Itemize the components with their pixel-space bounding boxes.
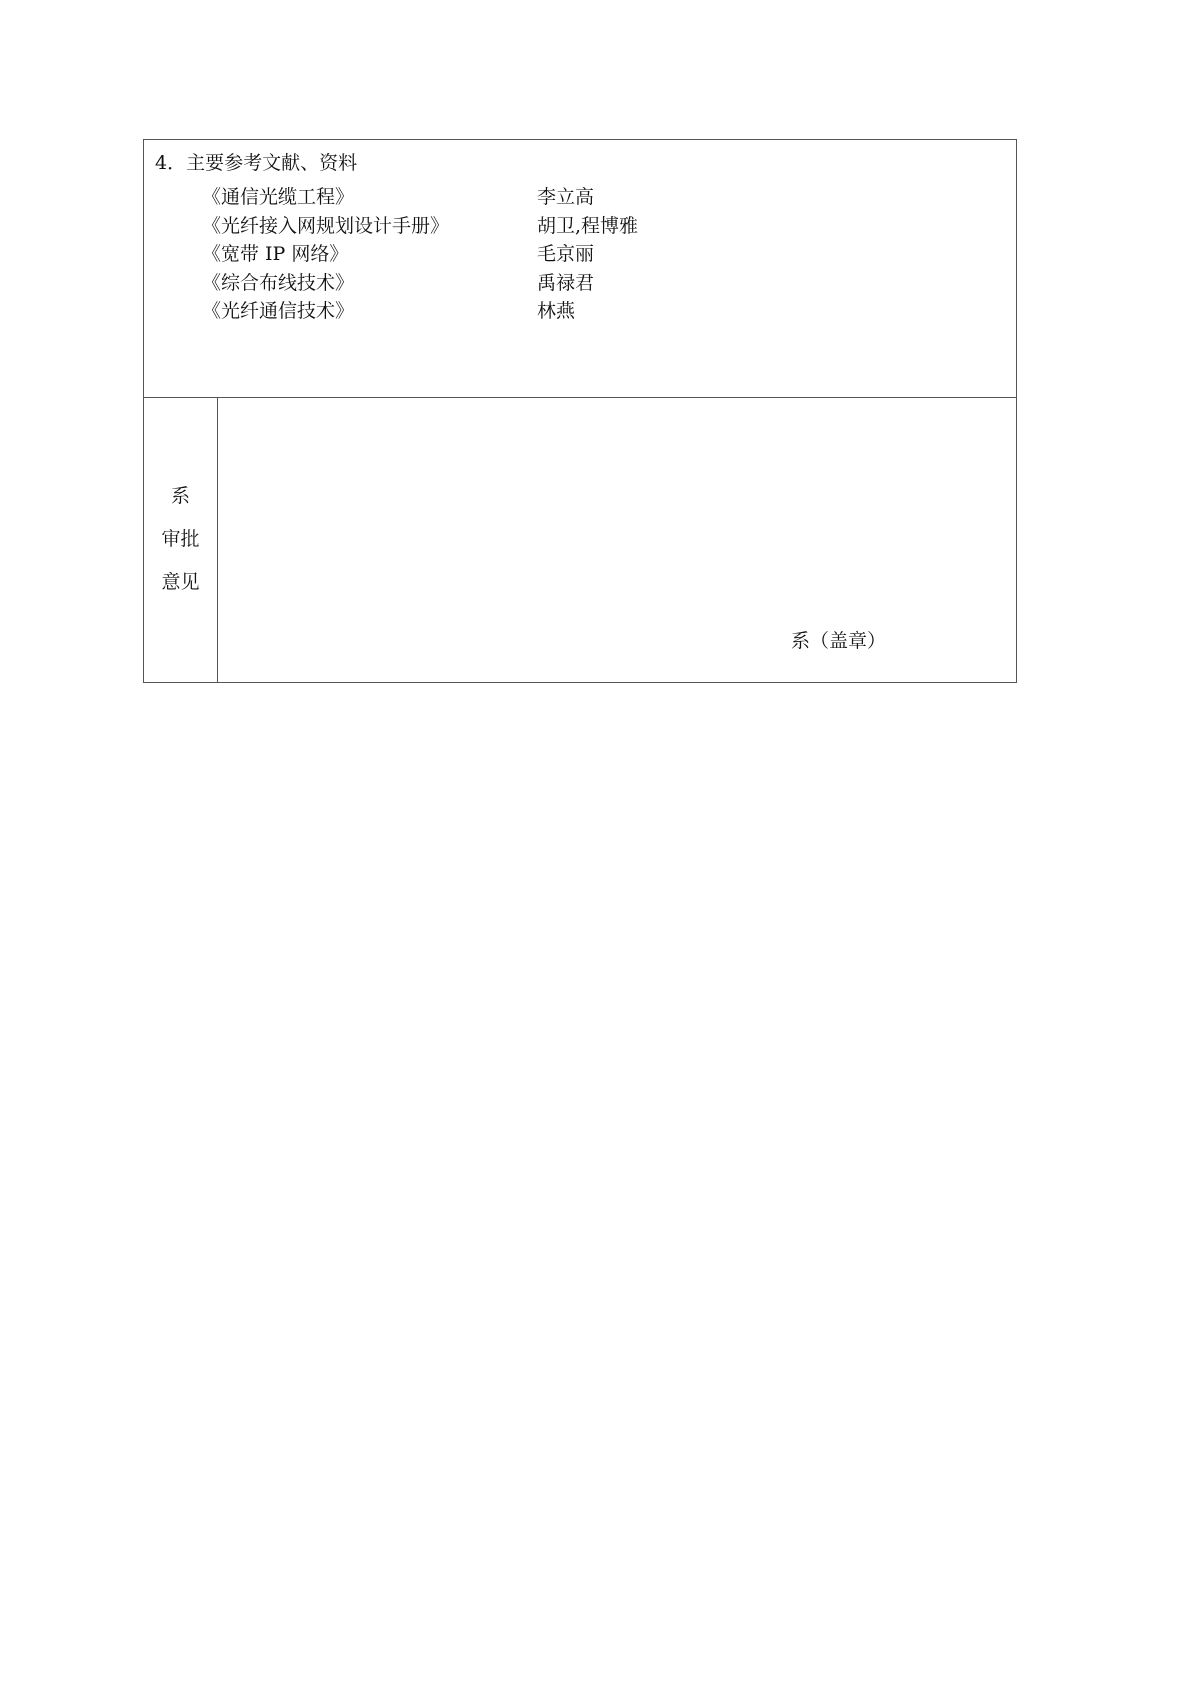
reference-title: 《光纤通信技术》 — [202, 300, 355, 322]
reference-title: 《光纤接入网规划设计手册》 — [202, 214, 450, 237]
approval-label-line: 意见 — [161, 571, 200, 593]
approval-section — [144, 398, 1016, 682]
reference-item — [144, 299, 1016, 328]
reference-author: 毛京丽 — [537, 243, 595, 265]
reference-author: 胡卫,程博雅 — [537, 214, 639, 237]
approval-content-cell — [218, 398, 1016, 682]
reference-item — [144, 185, 1016, 214]
reference-author: 李立高 — [537, 186, 595, 208]
form-table — [143, 139, 1017, 683]
reference-title: 《综合布线技术》 — [202, 271, 355, 294]
approval-label-line: 审批 — [161, 528, 200, 550]
reference-author: 林燕 — [537, 300, 576, 322]
references-heading: 4．主要参考文献、资料 — [155, 152, 358, 174]
seal-text: 系（盖章） — [791, 630, 887, 652]
reference-item — [144, 271, 1016, 300]
approval-label-line: 系 — [170, 485, 190, 507]
reference-author: 禹禄君 — [537, 271, 595, 294]
references-section — [144, 140, 1016, 398]
reference-title: 《宽带 IP 网络》 — [202, 243, 349, 265]
reference-list — [144, 185, 1016, 328]
approval-label-cell — [144, 398, 218, 682]
reference-item — [144, 242, 1016, 271]
reference-title: 《通信光缆工程》 — [202, 186, 355, 208]
reference-item — [144, 214, 1016, 243]
